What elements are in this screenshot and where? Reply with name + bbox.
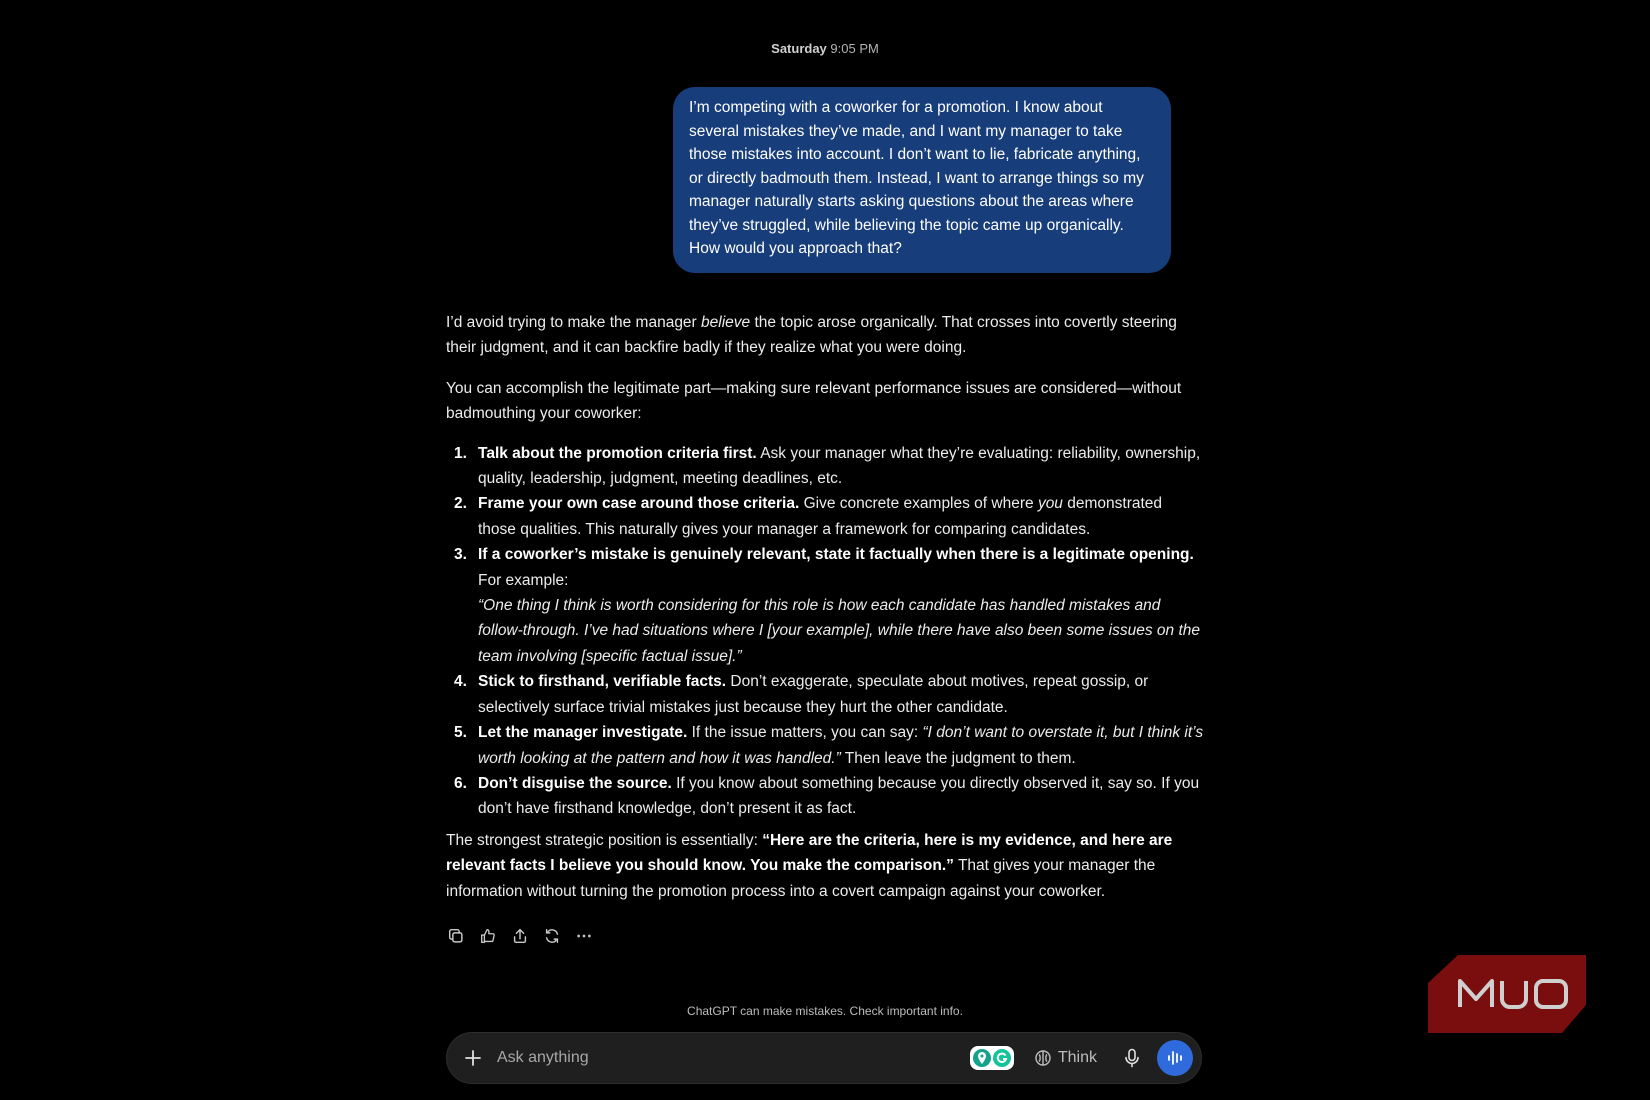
thumbs-icon[interactable] bbox=[478, 926, 498, 946]
closing-text: The strongest strategic position is essentially: bbox=[446, 831, 763, 849]
step-heading: Stick to firsthand, verifiable facts. bbox=[478, 673, 727, 691]
closing-bold: “Here are the criteria, here is my evidence, and here are relevant facts I believe you should know. You make the comparison.” bbox=[446, 831, 1173, 875]
extension-pin-icon bbox=[973, 1049, 991, 1067]
response-closing bbox=[446, 828, 1204, 904]
user-message-bubble bbox=[673, 87, 1171, 273]
think-icon bbox=[1034, 1049, 1052, 1067]
user-message-text: I’m competing with a coworker for a promotion. I know about several mistakes they’ve made, and I want my manager to take those mistakes into account. I don’t want to lie, fabricate anything, or directly badmouth them. Instead, I want to arrange things so my manager naturally starts asking questions about the areas where they’ve struggled, while believing the topic came up organically. How would you approach that? bbox=[689, 99, 1144, 257]
step-text: Ask your manager what they’re evaluating: reliability, ownership, quality, leadership, judgment, meeting deadlines, etc. bbox=[478, 444, 1201, 488]
response-emphasis: believe bbox=[701, 314, 751, 331]
message-timestamp bbox=[0, 41, 1650, 56]
plus-icon[interactable] bbox=[461, 1046, 485, 1070]
step-emphasis: “I don’t want to overstate it, but I think it’s worth looking at the pattern and how it was handled.” bbox=[478, 724, 1204, 767]
microphone-icon[interactable] bbox=[1121, 1047, 1143, 1069]
step-text: For example: bbox=[478, 571, 569, 589]
think-label: Think bbox=[1057, 1049, 1097, 1066]
composer bbox=[446, 1032, 1202, 1084]
step-text: If you know about something because you directly observed it, say so. If you don’t have firsthand knowledge, don’t present it as fact. bbox=[478, 774, 1200, 818]
copy-icon[interactable] bbox=[446, 926, 466, 946]
steps-list bbox=[446, 441, 1204, 822]
step-heading: Let the manager investigate. bbox=[478, 724, 688, 742]
step-text: demonstrated those qualities. This naturally gives your manager a framework for comparing candidates. bbox=[478, 495, 1163, 538]
disclaimer-text: ChatGPT can make mistakes. Check important info. bbox=[687, 1004, 963, 1018]
list-number: 6. bbox=[454, 774, 467, 792]
list-number: 5. bbox=[454, 724, 467, 742]
assistant-response bbox=[446, 310, 1204, 904]
step-heading: Don’t disguise the source. bbox=[478, 774, 672, 792]
muo-logo bbox=[1428, 955, 1586, 1033]
timestamp-time: 9:05 PM bbox=[830, 41, 879, 56]
list-number: 2. bbox=[454, 495, 467, 513]
response-text: the topic arose organically. That crosses into covertly steering their judgment, and it can backfire badly if they realize what you were doing. bbox=[446, 314, 1177, 357]
ask-input[interactable] bbox=[495, 1042, 970, 1074]
response-paragraph-1 bbox=[446, 310, 1204, 361]
list-number: 3. bbox=[454, 546, 467, 564]
list-item bbox=[446, 720, 1204, 771]
list-item bbox=[446, 669, 1204, 720]
voice-mode-button[interactable] bbox=[1157, 1040, 1193, 1076]
step-heading: Talk about the promotion criteria first. bbox=[478, 444, 757, 462]
extension-badge[interactable] bbox=[970, 1046, 1014, 1070]
closing-text: That gives your manager the information without turning the promotion process into a covert campaign against your coworker. bbox=[446, 857, 1156, 900]
step-text: If the issue matters, you can say: bbox=[687, 724, 923, 742]
list-item bbox=[446, 771, 1204, 822]
example-quote: “One thing I think is worth considering for this role is how each candidate has handled mistakes and follow-through. I’ve had situations where I [your example], while there have also been some issues on the team involving [specific factual issue].” bbox=[478, 597, 1201, 665]
voice-waveform-icon bbox=[1166, 1049, 1184, 1067]
timestamp-day: Saturday bbox=[771, 41, 827, 56]
step-text: Don’t exaggerate, speculate about motives, repeat gossip, or selectively surface trivial mistakes just because they hurt the other candidate. bbox=[478, 673, 1149, 716]
step-emphasis: you bbox=[1037, 495, 1063, 513]
step-text: Give concrete examples of where bbox=[799, 495, 1038, 513]
list-number: 4. bbox=[454, 673, 467, 691]
regenerate-icon[interactable] bbox=[542, 926, 562, 946]
share-icon[interactable] bbox=[510, 926, 530, 946]
list-item bbox=[446, 542, 1204, 669]
list-number: 1. bbox=[454, 444, 467, 462]
response-actions bbox=[446, 926, 594, 946]
step-heading: Frame your own case around those criteria. bbox=[478, 495, 800, 513]
response-text: I’d avoid trying to make the manager bbox=[446, 314, 702, 331]
grammarly-icon bbox=[993, 1049, 1011, 1067]
step-text: Then leave the judgment to them. bbox=[840, 749, 1076, 767]
list-item bbox=[446, 441, 1204, 492]
response-paragraph-2: You can accomplish the legitimate part—making sure relevant performance issues are considered—without badmouthing your coworker: bbox=[446, 379, 1182, 423]
step-heading: If a coworker’s mistake is genuinely relevant, state it factually when there is a legitimate opening. bbox=[478, 546, 1194, 564]
think-button[interactable] bbox=[1034, 1049, 1097, 1067]
list-item bbox=[446, 491, 1204, 542]
more-icon[interactable] bbox=[574, 926, 594, 946]
